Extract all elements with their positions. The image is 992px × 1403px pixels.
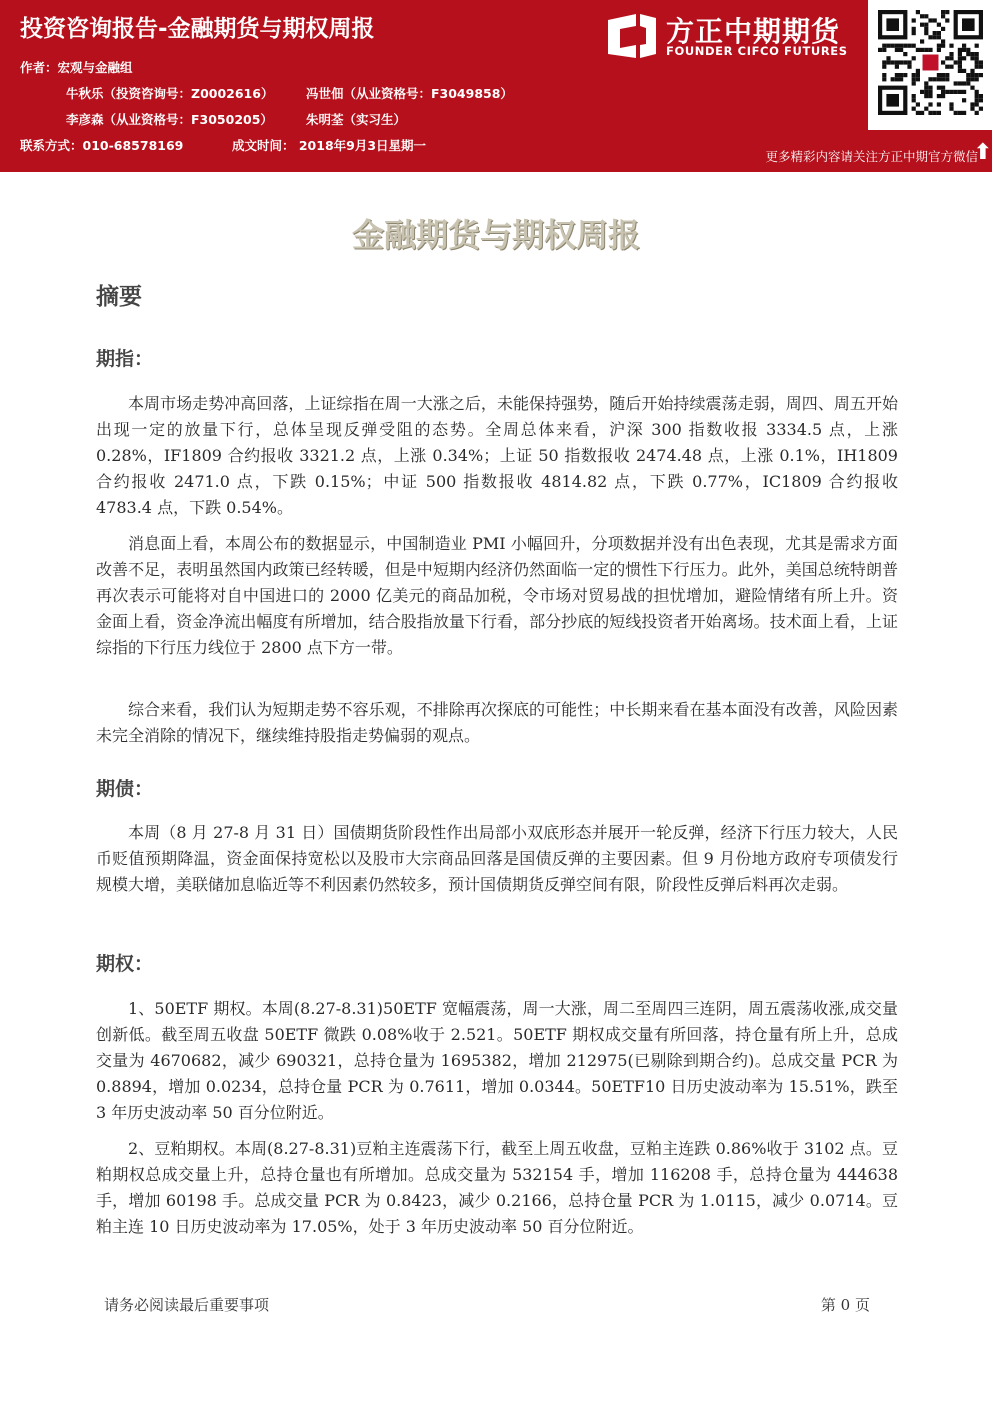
up-arrow-icon: ⬆ bbox=[973, 140, 992, 165]
author-name: 牛秋乐（投资咨询号：Z0002616） bbox=[66, 86, 274, 101]
logo-text-en: FOUNDER CIFCO FUTURES bbox=[666, 44, 848, 58]
author-name: 朱明荃（实习生） bbox=[306, 112, 407, 127]
section-heading-bond-futures: 期债： bbox=[96, 778, 154, 800]
contact-info: 联系方式：010-68578169 bbox=[20, 138, 184, 153]
founder-logo-icon bbox=[606, 12, 658, 60]
author-group: 作者：宏观与金融组 bbox=[20, 60, 133, 75]
qr-code-icon bbox=[868, 0, 992, 130]
abstract-heading: 摘要 bbox=[96, 284, 142, 310]
paragraph: 综合来看，我们认为短期走势不容乐观，不排除再次探底的可能性；中长期来看在基本面没有改善，风险因素未完全消除的情况下，继续维持股指走势偏弱的观点。 bbox=[96, 700, 898, 745]
paragraph: 1、50ETF 期权。本周(8.27-8.31)50ETF 宽幅震荡，周一大涨，周二至周四三连阴，周五震荡收涨,成交量创新低。截至周五收盘 50ETF 微跌 0.08%收于 2.521。50ETF 期权成交量有所回落，持仓量有所上升，总成交量为 4670682，减少 690321，总持仓量为 1695382，增加 212975(已剔除到期合约)。总成交量 PCR 为 0.8894，增加 0.0234，总持仓量 PCR 为 0.7611，增加 0.0344。50ETF10 日历史波动率为 15.51%，跌至 3 年历史波动率 50 百分位附近。 bbox=[96, 999, 898, 1122]
paragraph: 2、豆粕期权。本周(8.27-8.31)豆粕主连震荡下行，截至上周五收盘，豆粕主连跌 0.86%收于 3102 点。豆粕期权总成交量上升，总持仓量也有所增加。总成交量为 532154 手，增加 116208 手，总持仓量为 444638 手，增加 60198 手。总成交量 PCR 为 0.8423，减少 0.2166，总持仓量 PCR 为 1.0115，减少 0.0714。豆粕主连 10 日历史波动率为 17.05%，处于 3 年历史波动率 50 百分位附近。 bbox=[96, 1139, 898, 1236]
section-heading-options: 期权： bbox=[96, 953, 154, 975]
report-date: 成文时间： 2018年9月3日星期一 bbox=[232, 138, 427, 153]
document-title: 金融期货与期权周报 bbox=[351, 216, 640, 254]
paragraph: 本周市场走势冲高回落，上证综指在周一大涨之后，未能保持强势，随后开始持续震荡走弱，周四、周五开始出现一定的放量下行，总体呈现反弹受阻的态势。全周总体来看，沪深 300 指数收报 3334.5 点，上涨 0.28%，IF1809 合约报收 3321.2 点，上涨 0.34%；上证 50 指数报收 2474.48 点，上涨 0.1%，IH1809 合约报收 2471.0 点，下跌 0.15%；中证 500 指数报收 4814.82 点，下跌 0.77%，IC1809 合约报收 4783.4 点，下跌 0.54%。 bbox=[96, 394, 898, 517]
logo-text-cn: 方正中期期货 bbox=[666, 15, 841, 48]
page-number: 第 0 页 bbox=[820, 1296, 870, 1314]
paragraph: 本周（8 月 27-8 月 31 日）国债期货阶段性作出局部小双底形态并展开一轮反弹，经济下行压力较大，人民币贬值预期降温，资金面保持宽松以及股市大宗商品回落是国债反弹的主要因素。但 9 月份地方政府专项债发行规模大增，美联储加息临近等不利因素仍然较多，预计国债期货反弹空间有限，阶段性反弹后料再次走弱。 bbox=[96, 823, 898, 894]
report-title: 投资咨询报告-金融期货与期权周报 bbox=[20, 16, 375, 42]
follow-wechat-text: 更多精彩内容请关注方正中期官方微信 bbox=[765, 149, 978, 164]
report-header bbox=[0, 0, 992, 172]
author-name: 李彦森（从业资格号：F3050205） bbox=[66, 112, 273, 127]
author-name: 冯世佃（从业资格号：F3049858） bbox=[306, 86, 513, 101]
section-heading-index-futures: 期指： bbox=[96, 348, 154, 370]
paragraph: 消息面上看，本周公布的数据显示，中国制造业 PMI 小幅回升，分项数据并没有出色表现，尤其是需求方面改善不足，表明虽然国内政策已经转暖，但是中短期内经济仍然面临一定的惯性下行压力。此外，美国总统特朗普再次表示可能将对自中国进口的 2000 亿美元的商品加税，令市场对贸易战的担忧增加，避险情绪有所上升。资金面上看，资金净流出幅度有所增加，结合股指放量下行看，部分抄底的短线投资者开始离场。技术面上看，上证综指的下行压力线位于 2800 点下方一带。 bbox=[96, 534, 898, 657]
footer-notice: 请务必阅读最后重要事项 bbox=[104, 1296, 270, 1314]
company-logo bbox=[606, 10, 862, 62]
